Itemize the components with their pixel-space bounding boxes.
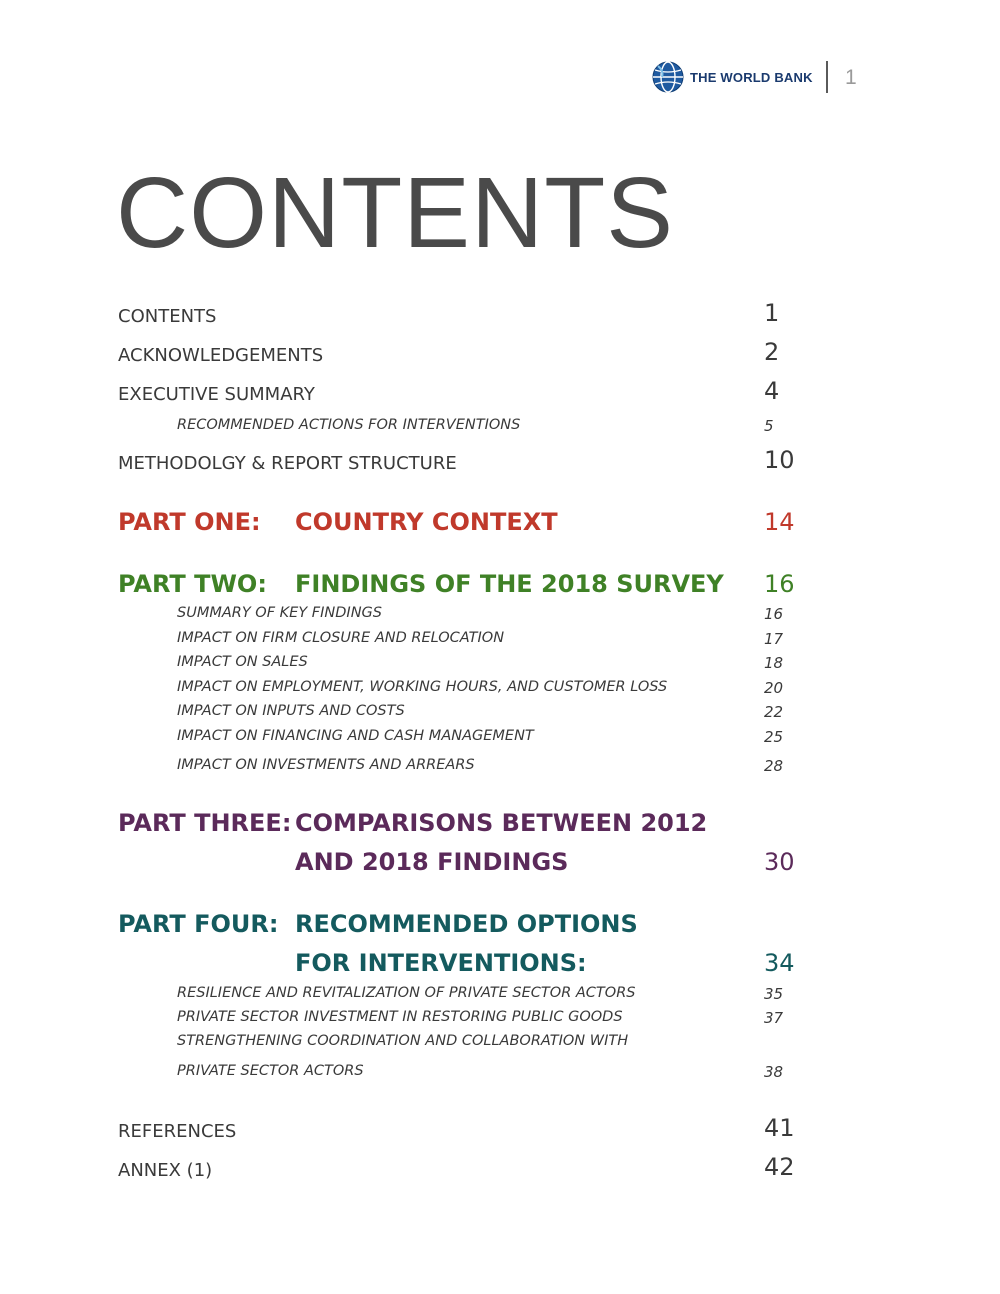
toc-entry-page: 4 <box>764 377 780 405</box>
toc-subentry-page: 37 <box>764 1009 784 1027</box>
toc-subentry-page: 35 <box>764 985 784 1003</box>
toc-entry-label[interactable]: METHODOLGY & REPORT STRUCTURE <box>118 453 457 474</box>
page-title: CONTENTS <box>116 157 674 269</box>
toc-subentry-label[interactable]: IMPACT ON INVESTMENTS AND ARREARS <box>177 757 475 773</box>
toc-subentry-page: 5 <box>764 417 774 435</box>
toc-subentry-page: 38 <box>764 1063 784 1081</box>
toc-entry-page: 41 <box>764 1114 795 1142</box>
toc-entry-page: 10 <box>764 446 795 474</box>
part-four-title-line1[interactable]: RECOMMENDED OPTIONS <box>295 910 638 938</box>
page-number: 1 <box>845 66 857 89</box>
part-three-title-line2[interactable]: AND 2018 FINDINGS <box>295 848 569 876</box>
toc-entry-page: 1 <box>764 299 780 327</box>
toc-subentry-page: 22 <box>764 703 784 721</box>
toc-subentry-page: 28 <box>764 757 784 775</box>
world-bank-logo <box>652 60 842 94</box>
toc-entry-page: 42 <box>764 1153 795 1181</box>
toc-subentry-page: 16 <box>764 605 784 623</box>
toc-subentry-page: 18 <box>764 654 784 672</box>
part-two-page: 16 <box>764 570 795 598</box>
toc-subentry-label[interactable]: IMPACT ON FIRM CLOSURE AND RELOCATION <box>177 630 505 646</box>
toc-subentry-label[interactable]: IMPACT ON SALES <box>177 654 308 670</box>
toc-entry-label[interactable]: CONTENTS <box>118 306 217 327</box>
toc-subentry-page: 25 <box>764 728 784 746</box>
toc-subentry-page: 17 <box>764 630 784 648</box>
toc-subentry-page: 20 <box>764 679 784 697</box>
toc-entry-page: 2 <box>764 338 780 366</box>
part-one-title[interactable]: COUNTRY CONTEXT <box>295 508 558 536</box>
toc-entry-label[interactable]: ACKNOWLEDGEMENTS <box>118 345 324 366</box>
toc-subentry-label[interactable]: IMPACT ON EMPLOYMENT, WORKING HOURS, AND CUSTOMER LOSS <box>177 679 668 695</box>
toc-subentry-label[interactable]: RESILIENCE AND REVITALIZATION OF PRIVATE SECTOR ACTORS <box>177 985 636 1001</box>
part-four-page: 34 <box>764 949 795 977</box>
part-four-label: PART FOUR: <box>118 910 279 938</box>
toc-subentry-label[interactable]: PRIVATE SECTOR ACTORS <box>177 1063 364 1079</box>
part-two-label: PART TWO: <box>118 570 267 598</box>
part-three-page: 30 <box>764 848 795 876</box>
toc-entry-label[interactable]: ANNEX (1) <box>118 1160 213 1181</box>
globe-icon <box>652 61 684 93</box>
toc-subentry-label[interactable]: SUMMARY OF KEY FINDINGS <box>177 605 382 621</box>
logo-text: THE WORLD BANK <box>690 69 813 85</box>
part-two-title[interactable]: FINDINGS OF THE 2018 SURVEY <box>295 570 724 598</box>
toc-subentry-label[interactable]: IMPACT ON FINANCING AND CASH MANAGEMENT <box>177 728 534 744</box>
header-divider <box>826 61 828 93</box>
part-one-page: 14 <box>764 508 795 536</box>
toc-subentry-label[interactable]: RECOMMENDED ACTIONS FOR INTERVENTIONS <box>177 417 521 433</box>
part-four-title-line2[interactable]: FOR INTERVENTIONS: <box>295 949 587 977</box>
toc-subentry-label[interactable]: STRENGTHENING COORDINATION AND COLLABORATION WITH <box>177 1033 629 1049</box>
part-three-title-line1[interactable]: COMPARISONS BETWEEN 2012 <box>295 809 708 837</box>
toc-entry-label[interactable]: EXECUTIVE SUMMARY <box>118 384 315 405</box>
toc-subentry-label[interactable]: IMPACT ON INPUTS AND COSTS <box>177 703 405 719</box>
toc-subentry-label[interactable]: PRIVATE SECTOR INVESTMENT IN RESTORING PUBLIC GOODS <box>177 1009 623 1025</box>
toc-entry-label[interactable]: REFERENCES <box>118 1121 237 1142</box>
part-one-label: PART ONE: <box>118 508 261 536</box>
part-three-label: PART THREE: <box>118 809 292 837</box>
